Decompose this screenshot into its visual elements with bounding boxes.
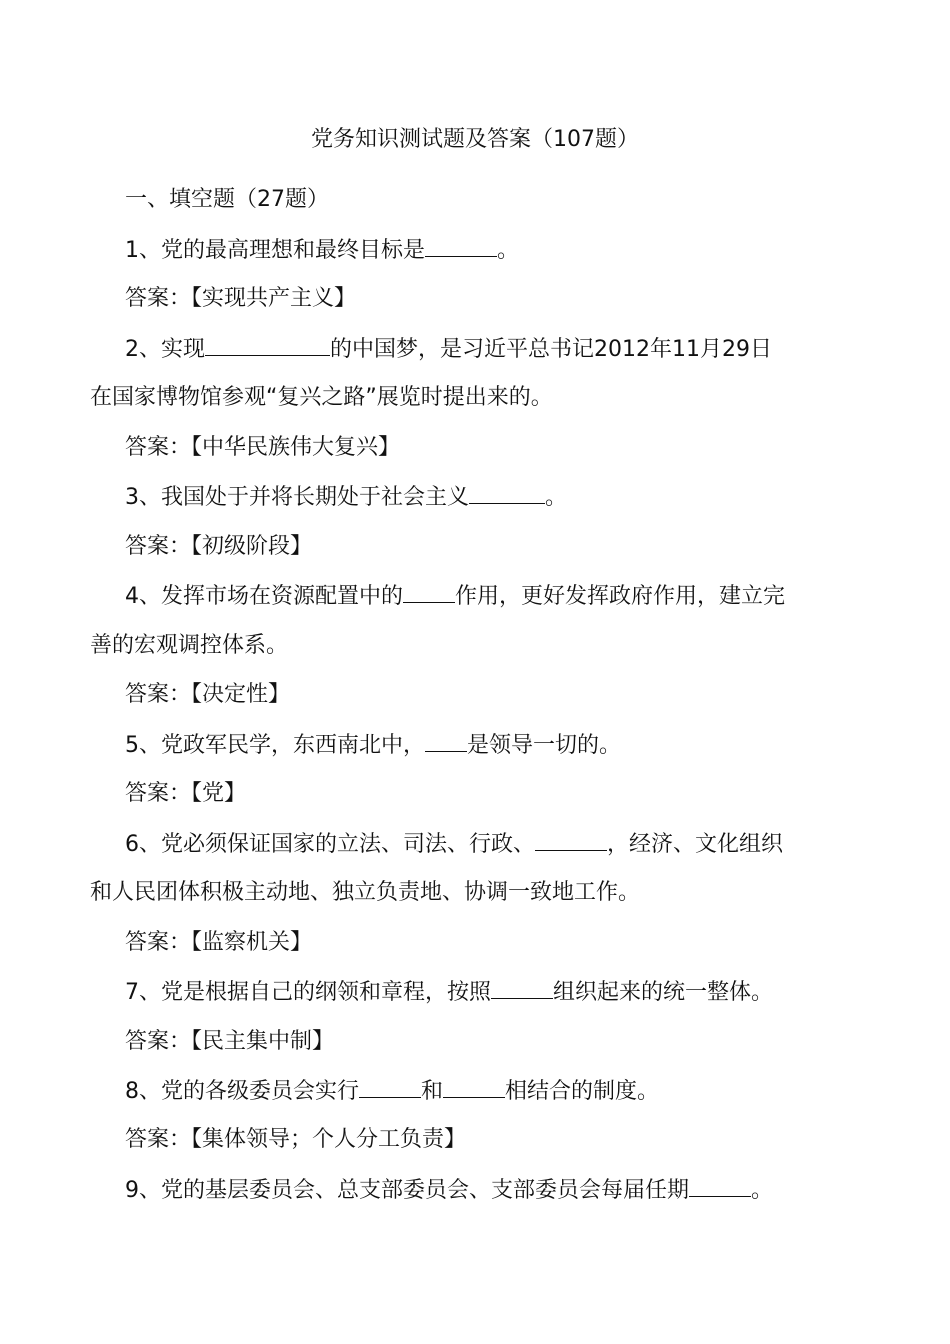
question-6-text: 6、党必须保证国家的立法、司法、行政、 bbox=[125, 832, 535, 857]
answer-blank bbox=[425, 727, 467, 752]
question-8-text-after: 相结合的制度。 bbox=[505, 1079, 660, 1104]
question-9-text: 9、党的基层委员会、总支部委员会、支部委员会每届任期 bbox=[125, 1178, 689, 1203]
question-3 bbox=[0, 479, 950, 516]
question-1-end: 。 bbox=[497, 238, 520, 263]
question-7 bbox=[0, 974, 950, 1011]
question-6-text-after: ，经济、文化组织 bbox=[607, 832, 784, 857]
question-5-text: 5、党政军民学，东西南北中， bbox=[125, 733, 425, 758]
question-8-text-middle: 和 bbox=[421, 1079, 444, 1104]
question-6-continued: 和人民团体积极主动地、独立负责地、协调一致地工作。 bbox=[90, 880, 641, 905]
question-2 bbox=[0, 331, 950, 368]
answer-blank bbox=[403, 578, 455, 603]
answer-1: 答案：【实现共产主义】 bbox=[125, 286, 357, 311]
question-8-text: 8、党的各级委员会实行 bbox=[125, 1079, 359, 1104]
answer-2: 答案：【中华民族伟大复兴】 bbox=[125, 435, 401, 460]
question-6 bbox=[0, 826, 950, 863]
answer-blank bbox=[425, 232, 497, 257]
question-2-text: 2、实现 bbox=[125, 337, 205, 362]
answer-4: 答案：【决定性】 bbox=[125, 682, 291, 707]
answer-7: 答案：【民主集中制】 bbox=[125, 1029, 335, 1054]
question-9-end: 。 bbox=[751, 1178, 774, 1203]
answer-blank bbox=[689, 1172, 751, 1197]
question-8 bbox=[0, 1073, 950, 1110]
answer-blank bbox=[491, 974, 553, 999]
answer-blank bbox=[205, 331, 330, 356]
answer-blank bbox=[469, 479, 545, 504]
section-heading: 一、填空题（27题） bbox=[125, 187, 329, 212]
question-9 bbox=[0, 1172, 950, 1209]
question-4 bbox=[0, 578, 950, 615]
answer-blank bbox=[359, 1073, 421, 1098]
answer-5: 答案：【党】 bbox=[125, 781, 247, 806]
question-4-text: 4、发挥市场在资源配置中的 bbox=[125, 584, 403, 609]
answer-blank bbox=[443, 1073, 505, 1098]
question-3-text: 3、我国处于并将长期处于社会主义 bbox=[125, 485, 469, 510]
answer-6: 答案：【监察机关】 bbox=[125, 930, 313, 955]
question-7-text-after: 组织起来的统一整体。 bbox=[553, 980, 774, 1005]
question-5-text-after: 是领导一切的。 bbox=[467, 733, 622, 758]
question-1-text: 1、党的最高理想和最终目标是 bbox=[125, 238, 425, 263]
answer-8: 答案：【集体领导；个人分工负责】 bbox=[125, 1127, 467, 1152]
question-1 bbox=[0, 232, 950, 269]
question-2-continued: 在国家博物馆参观“复兴之路”展览时提出来的。 bbox=[90, 385, 553, 410]
question-7-text: 7、党是根据自己的纲领和章程，按照 bbox=[125, 980, 491, 1005]
document-title: 党务知识测试题及答案（107题） bbox=[311, 127, 639, 152]
answer-3: 答案：【初级阶段】 bbox=[125, 534, 313, 559]
answer-blank bbox=[535, 826, 607, 851]
question-4-text-after: 作用，更好发挥政府作用，建立完 bbox=[455, 584, 786, 609]
question-2-text-after: 的中国梦，是习近平总书记2012年11月29日 bbox=[330, 337, 772, 362]
question-3-end: 。 bbox=[545, 485, 568, 510]
question-5 bbox=[0, 727, 950, 764]
question-4-continued: 善的宏观调控体系。 bbox=[90, 633, 289, 658]
